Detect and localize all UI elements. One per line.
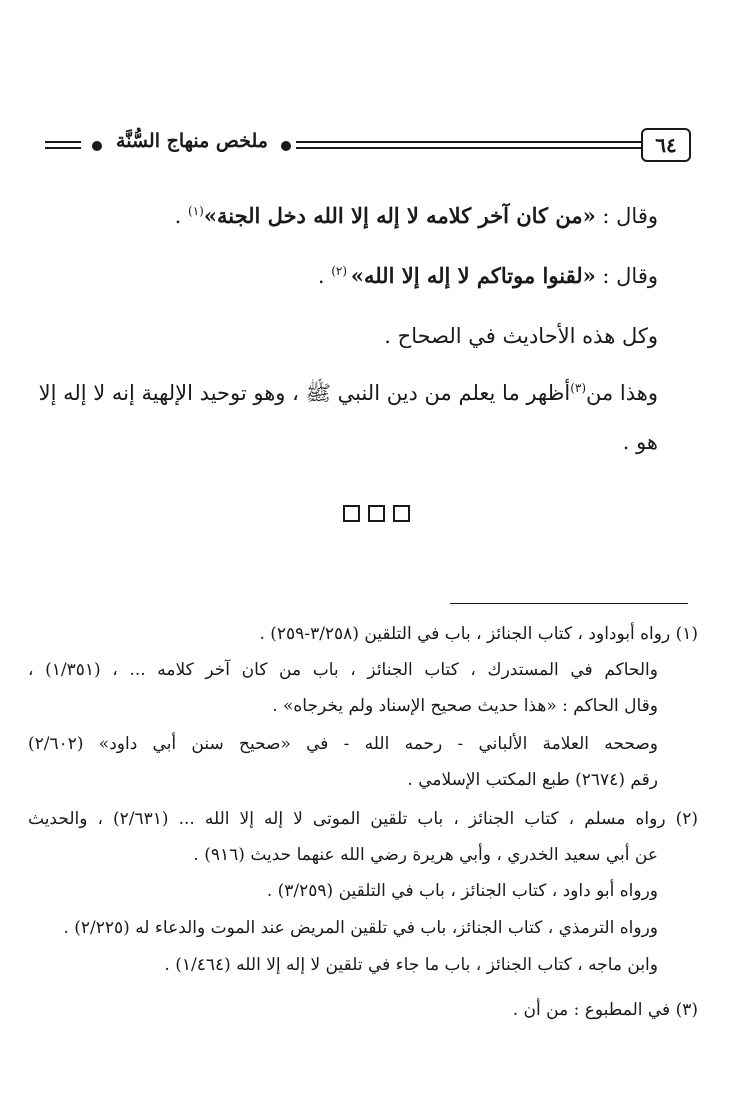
body-line-5: هو . xyxy=(622,430,658,454)
body-line-2: وقال : «لقنوا موتاكم لا إله إلا الله» $^{(٢)}$ . xyxy=(317,263,658,288)
body-line-3: وكل هذه الأحاديث في الصحاح . xyxy=(384,324,658,348)
header-dot-left xyxy=(92,141,102,151)
header-short-rule-bottom xyxy=(45,147,81,149)
page-number: ٦٤ xyxy=(641,128,691,162)
header-rule-bottom xyxy=(296,147,641,149)
footnote-line: (١) رواه أبوداود ، كتاب الجنائز ، باب في التلقين (٣/٢٥٨-٢٥٩) . xyxy=(259,624,698,644)
page-header xyxy=(0,124,753,168)
hadith-quote-1: «من كان آخر كلامه لا إله إلا الله دخل الجنة» xyxy=(203,203,596,228)
separator-square xyxy=(393,505,410,522)
header-rule-top xyxy=(296,141,641,143)
separator-square xyxy=(343,505,360,522)
header-dot-right xyxy=(281,141,291,151)
footnote-line: وصححه العلامة الألباني - رحمه الله - في «صحيح سنن أبي داود» (٢/٦٠٢) xyxy=(28,734,658,754)
separator-square xyxy=(368,505,385,522)
footnote-line: (٣) في المطبوع : من أن . xyxy=(512,1000,698,1020)
footnote-line: (٢) رواه مسلم ، كتاب الجنائز ، باب تلقين الموتى لا إله إلا الله ... (٢/٦٣١) ، والحديث xyxy=(28,809,698,829)
footnote-ref-2: (٢) xyxy=(331,264,351,278)
book-title: ملخص منهاج السُّنَّة xyxy=(116,130,268,152)
footnote-line: عن أبي سعيد الخدري ، وأبي هريرة رضي الله عنهما حديث (٩١٦) . xyxy=(193,845,658,865)
footnote-line: ورواه أبو داود ، كتاب الجنائز ، باب في التلقين (٣/٢٥٩) . xyxy=(266,881,658,901)
hadith-quote-2: «لقنوا موتاكم لا إله إلا الله» xyxy=(350,263,596,288)
footnote-line: ورواه الترمذي ، كتاب الجنائز، باب في تلقين المريض عند الموت والدعاء له (٢/٢٢٥) . xyxy=(63,918,658,938)
footnote-line: وابن ماجه ، كتاب الجنائز ، باب ما جاء في تلقين لا إله إلا الله (١/٤٦٤) . xyxy=(164,955,658,975)
footnote-line: والحاكم في المستدرك ، كتاب الجنائز ، باب من كان آخر كلامه ... ، (١/٣٥١) ، xyxy=(28,660,658,680)
footnote-ref-1: (١) xyxy=(188,204,204,218)
body-line-4: وهذا من$^{(٣)}$أظهر ما يعلم من دين النبي ﷺ ، وهو توحيد الإلهية إنه لا إله إلا xyxy=(38,381,658,405)
footnote-line: رقم (٢٦٧٤) طبع المكتب الإسلامي . xyxy=(407,770,658,790)
body-line-1: وقال : «من كان آخر كلامه لا إله إلا الله دخل الجنة»$^{(١)}$ . xyxy=(174,203,658,228)
section-separator xyxy=(0,505,753,526)
footnote-ref-3: (٣) xyxy=(570,381,587,395)
footnote-line: وقال الحاكم : «هذا حديث صحيح الإسناد ولم يخرجاه» . xyxy=(272,696,658,716)
footnote-divider xyxy=(450,603,688,604)
header-short-rule-top xyxy=(45,141,81,143)
